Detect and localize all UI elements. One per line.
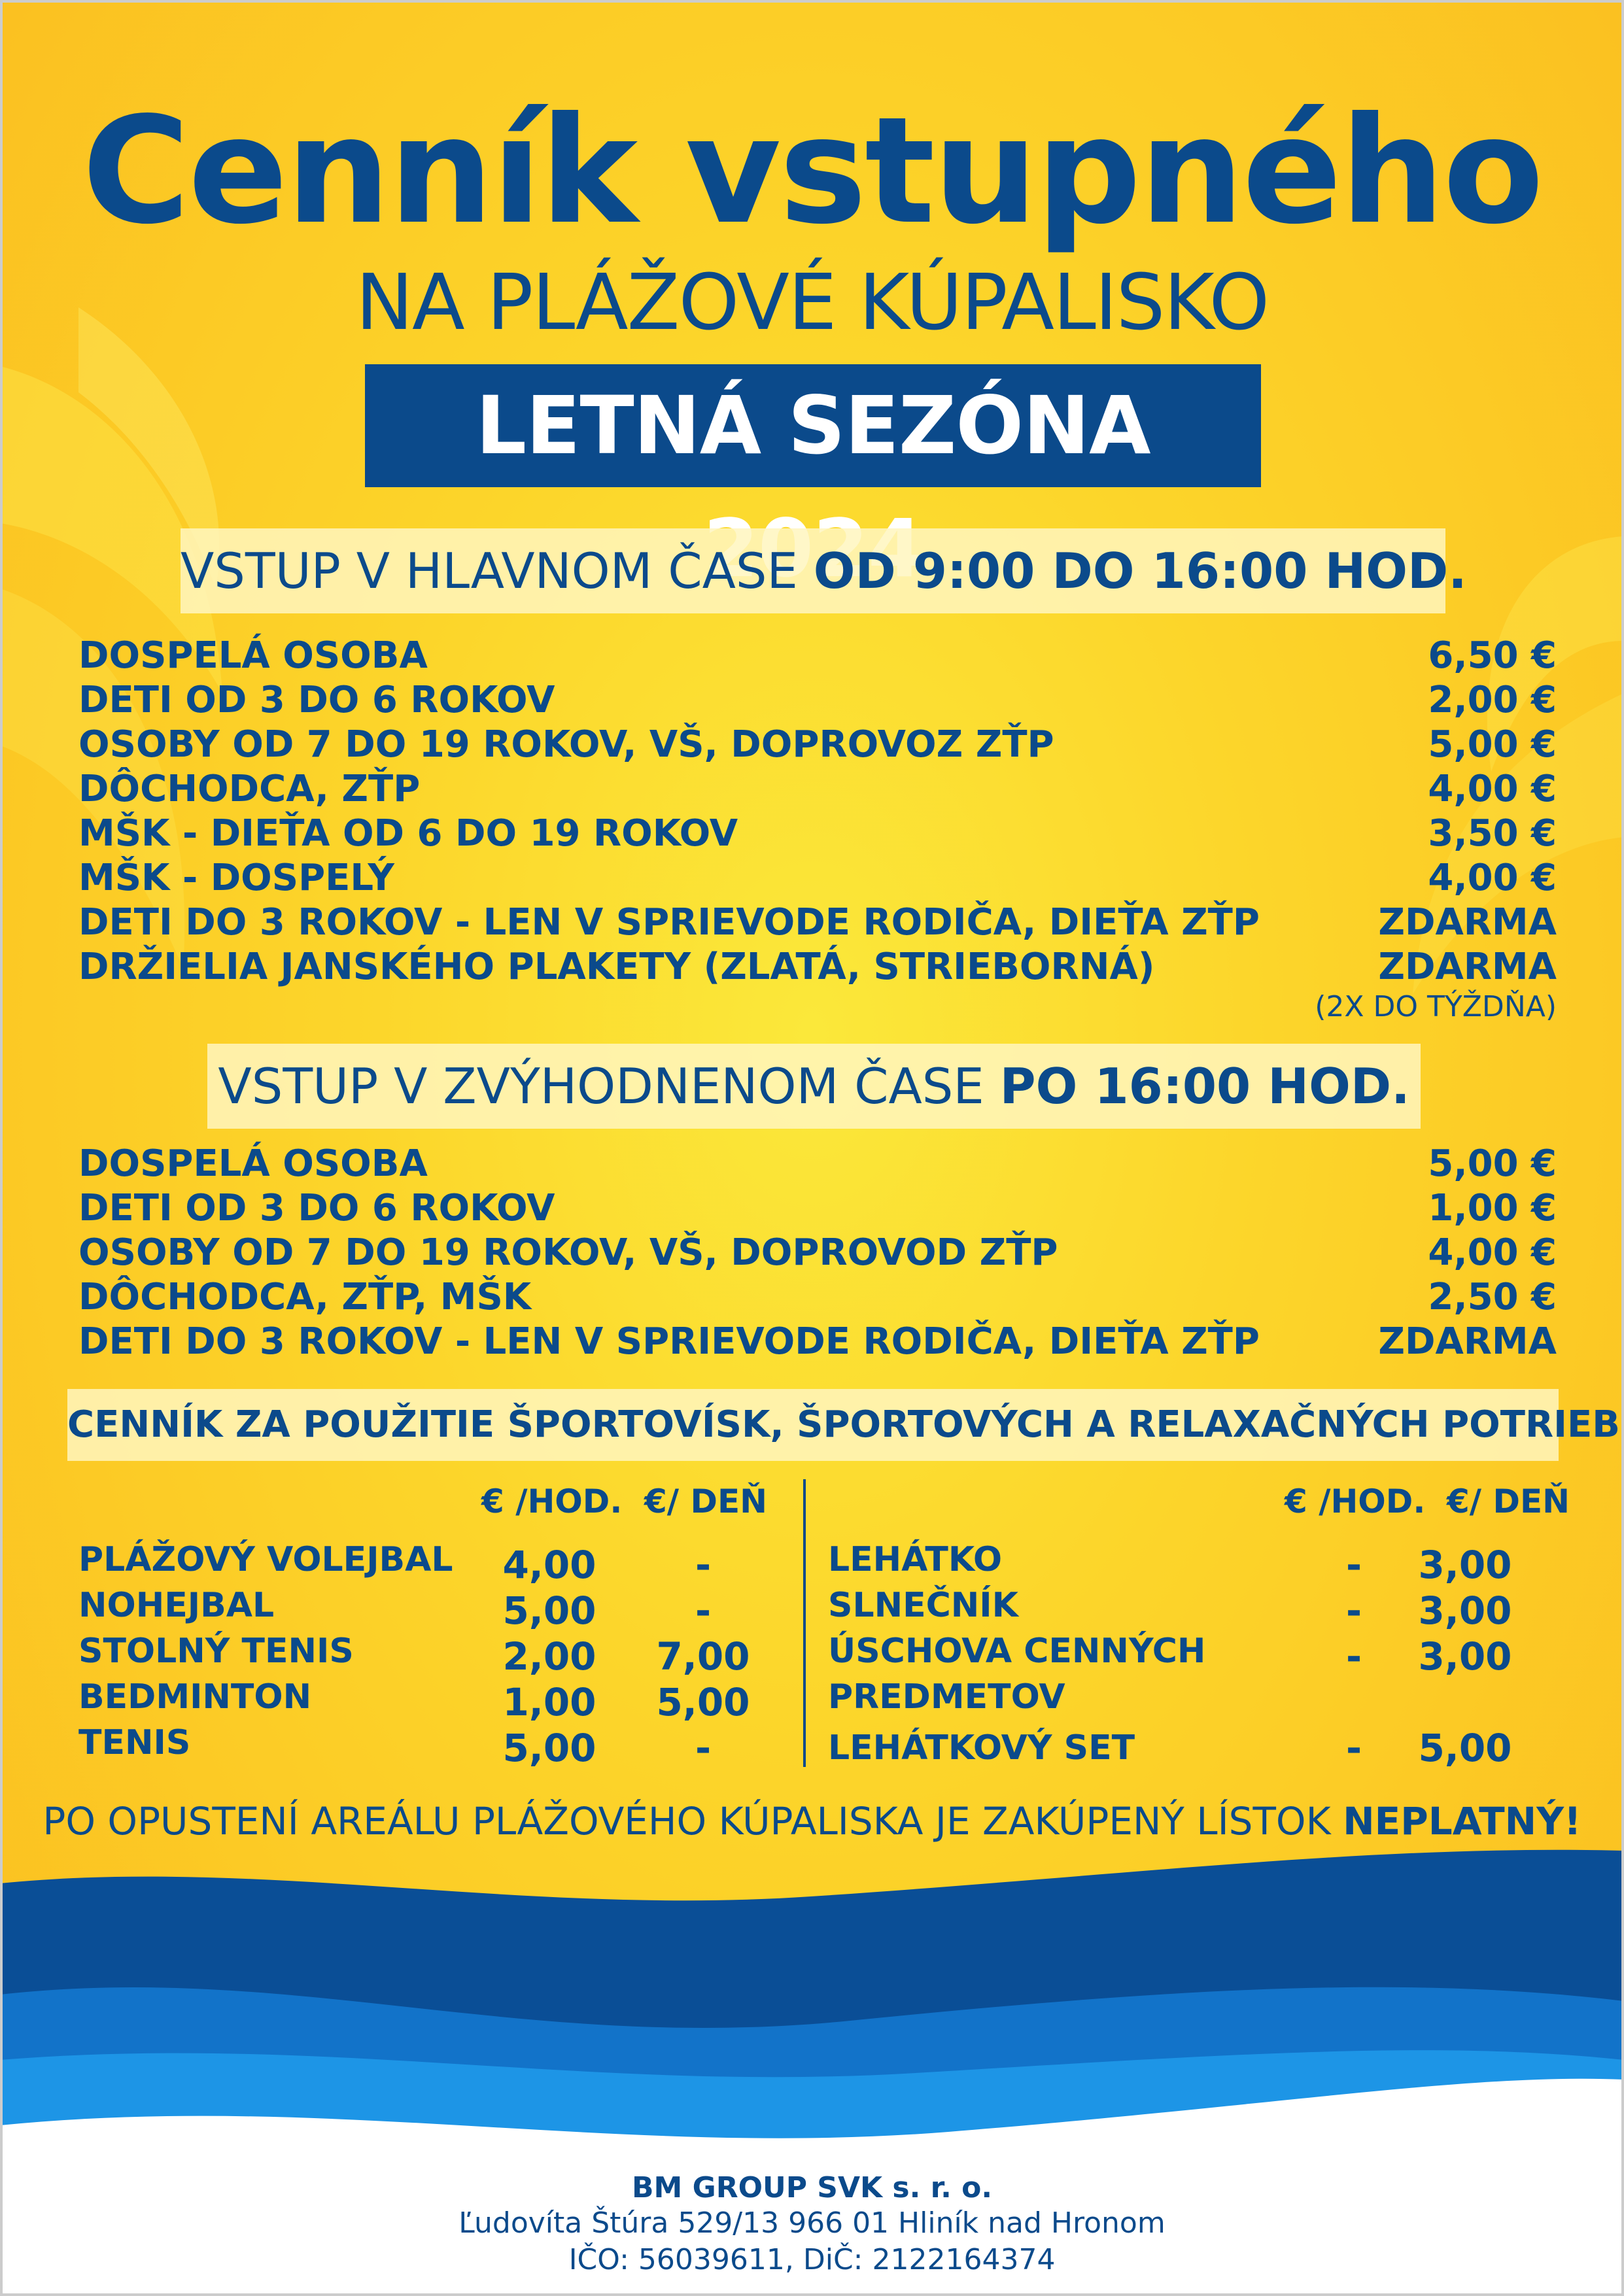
price-label: MŠK - DOSPELÝ <box>78 857 394 899</box>
price-label: DOSPELÁ OSOBA <box>78 1142 428 1185</box>
sport-day-price: 3,00 <box>1418 1634 1512 1679</box>
sport-label: TENIS <box>78 1723 191 1762</box>
sport-hour-price: 1,00 <box>502 1680 596 1724</box>
price-row <box>78 1275 1557 1320</box>
sport-day-price: 5,00 <box>656 1680 750 1724</box>
sport-label: PREDMETOV <box>828 1677 1065 1717</box>
section-main-heading-bold: OD 9:00 DO 16:00 HOD. <box>813 542 1467 600</box>
season-banner: LETNÁ SEZÓNA <box>365 364 1261 487</box>
price-row <box>78 722 1557 768</box>
price-value: 4,00 € <box>1428 857 1557 899</box>
column-header-hour-left: € /HOD. <box>481 1482 623 1520</box>
price-label: OSOBY OD 7 DO 19 ROKOV, VŠ, DOPROVOD ZŤP <box>78 1231 1058 1274</box>
sport-day-price: - <box>695 1726 712 1770</box>
price-row <box>78 855 1557 901</box>
section-discount-heading <box>207 1044 1421 1129</box>
sport-hour-price: 2,00 <box>502 1634 596 1679</box>
sport-hour-price: - <box>1345 1543 1362 1587</box>
price-value: 2,50 € <box>1428 1276 1557 1318</box>
sport-day-price: - <box>695 1543 712 1587</box>
ticket-warning-bold: NEPLATNÝ! <box>1343 1799 1581 1843</box>
price-row <box>78 766 1557 812</box>
price-value: 2,00 € <box>1428 679 1557 721</box>
sport-label: LEHÁTKO <box>828 1540 1003 1579</box>
section-main-heading-normal: VSTUP V HLAVNOM ČASE <box>181 542 814 600</box>
sport-label: NOHEJBAL <box>78 1586 275 1625</box>
sport-label: LEHÁTKOVÝ SET <box>828 1728 1135 1768</box>
price-value: 4,00 € <box>1428 1231 1557 1274</box>
column-header-day-right: €/ DEŇ <box>1447 1482 1570 1520</box>
plaque-note: (2X DO TÝŽDŇA) <box>1315 990 1557 1023</box>
price-value: 6,50 € <box>1428 634 1557 677</box>
sport-label: STOLNÝ TENIS <box>78 1632 354 1671</box>
price-row <box>78 1141 1557 1187</box>
price-value: ZDARMA <box>1378 901 1557 944</box>
price-row <box>78 944 1557 990</box>
price-value: ZDARMA <box>1378 946 1557 988</box>
price-label: DETI OD 3 DO 6 ROKOV <box>78 1187 555 1229</box>
section-main-heading <box>181 528 1467 613</box>
ticket-warning <box>0 1792 1624 1851</box>
sport-label: ÚSCHOVA CENNÝCH <box>828 1632 1206 1671</box>
section-discount-heading-bold: PO 16:00 HOD. <box>999 1057 1410 1115</box>
price-value: 1,00 € <box>1428 1187 1557 1229</box>
price-value: ZDARMA <box>1378 1320 1557 1363</box>
price-label: DÔCHODCA, ZŤP, MŠK <box>78 1276 532 1318</box>
price-row <box>78 677 1557 723</box>
sport-label: BEDMINTON <box>78 1677 312 1717</box>
sport-hour-price: 5,00 <box>502 1726 596 1770</box>
price-row <box>78 811 1557 857</box>
section-sport-heading: CENNÍK ZA POUŽITIE ŠPORTOVÍSK, ŠPORTOVÝCH A RELAXAČNÝCH POTRIEB <box>67 1389 1559 1461</box>
sport-label: SLNEČNÍK <box>828 1586 1018 1625</box>
footer-company: BM GROUP SVK s. r. o. <box>631 2171 993 2204</box>
column-header-hour-right: € /HOD. <box>1285 1482 1426 1520</box>
price-row <box>78 900 1557 946</box>
sport-day-price: 3,00 <box>1418 1543 1512 1587</box>
sport-hour-price: - <box>1345 1634 1362 1679</box>
price-label: DETI OD 3 DO 6 ROKOV <box>78 679 555 721</box>
sport-hour-price: - <box>1345 1588 1362 1633</box>
price-value: 4,00 € <box>1428 768 1557 810</box>
page-subtitle: NA PLÁŽOVÉ KÚPALISKO <box>355 257 1269 347</box>
price-label: DOSPELÁ OSOBA <box>78 634 428 677</box>
price-row <box>78 1186 1557 1231</box>
ticket-warning-normal: PO OPUSTENÍ AREÁLU PLÁŽOVÉHO KÚPALISKA JE ZAKÚPENÝ LÍSTOK <box>43 1799 1343 1843</box>
sport-hour-price: 4,00 <box>502 1543 596 1587</box>
price-label: DETI DO 3 ROKOV - LEN V SPRIEVODE RODIČA, DIEŤA ZŤP <box>78 1320 1260 1363</box>
column-divider <box>803 1479 806 1767</box>
sport-day-price: 3,00 <box>1418 1588 1512 1633</box>
price-label: DETI DO 3 ROKOV - LEN V SPRIEVODE RODIČA, DIEŤA ZŤP <box>78 901 1260 944</box>
column-header-day-left: €/ DEŇ <box>644 1482 767 1520</box>
sport-day-price: 5,00 <box>1418 1726 1512 1770</box>
sport-day-price: - <box>695 1588 712 1633</box>
price-row <box>78 633 1557 679</box>
price-value: 5,00 € <box>1428 723 1557 766</box>
sport-label: PLÁŽOVÝ VOLEJBAL <box>78 1540 453 1579</box>
sport-hour-price: - <box>1345 1726 1362 1770</box>
sport-hour-price: 5,00 <box>502 1588 596 1633</box>
price-row <box>78 1319 1557 1365</box>
price-label: DÔCHODCA, ZŤP <box>78 768 421 810</box>
page-title: Cenník vstupného <box>82 86 1542 257</box>
price-label: OSOBY OD 7 DO 19 ROKOV, VŠ, DOPROVOZ ZŤP <box>78 723 1054 766</box>
price-label: DRŽIELIA JANSKÉHO PLAKETY (ZLATÁ, STRIEBORNÁ) <box>78 946 1155 988</box>
section-discount-heading-normal: VSTUP V ZVÝHODNENOM ČASE <box>218 1057 1000 1115</box>
price-value: 3,50 € <box>1428 812 1557 855</box>
price-row <box>78 1230 1557 1276</box>
price-value: 5,00 € <box>1428 1142 1557 1185</box>
footer-address: Ľudovíta Štúra 529/13 966 01 Hliník nad Hronom <box>458 2206 1166 2240</box>
sport-day-price: 7,00 <box>656 1634 750 1679</box>
price-label: MŠK - DIEŤA OD 6 DO 19 ROKOV <box>78 812 738 855</box>
footer-ids: IČO: 56039611, DiČ: 2122164374 <box>568 2243 1056 2276</box>
